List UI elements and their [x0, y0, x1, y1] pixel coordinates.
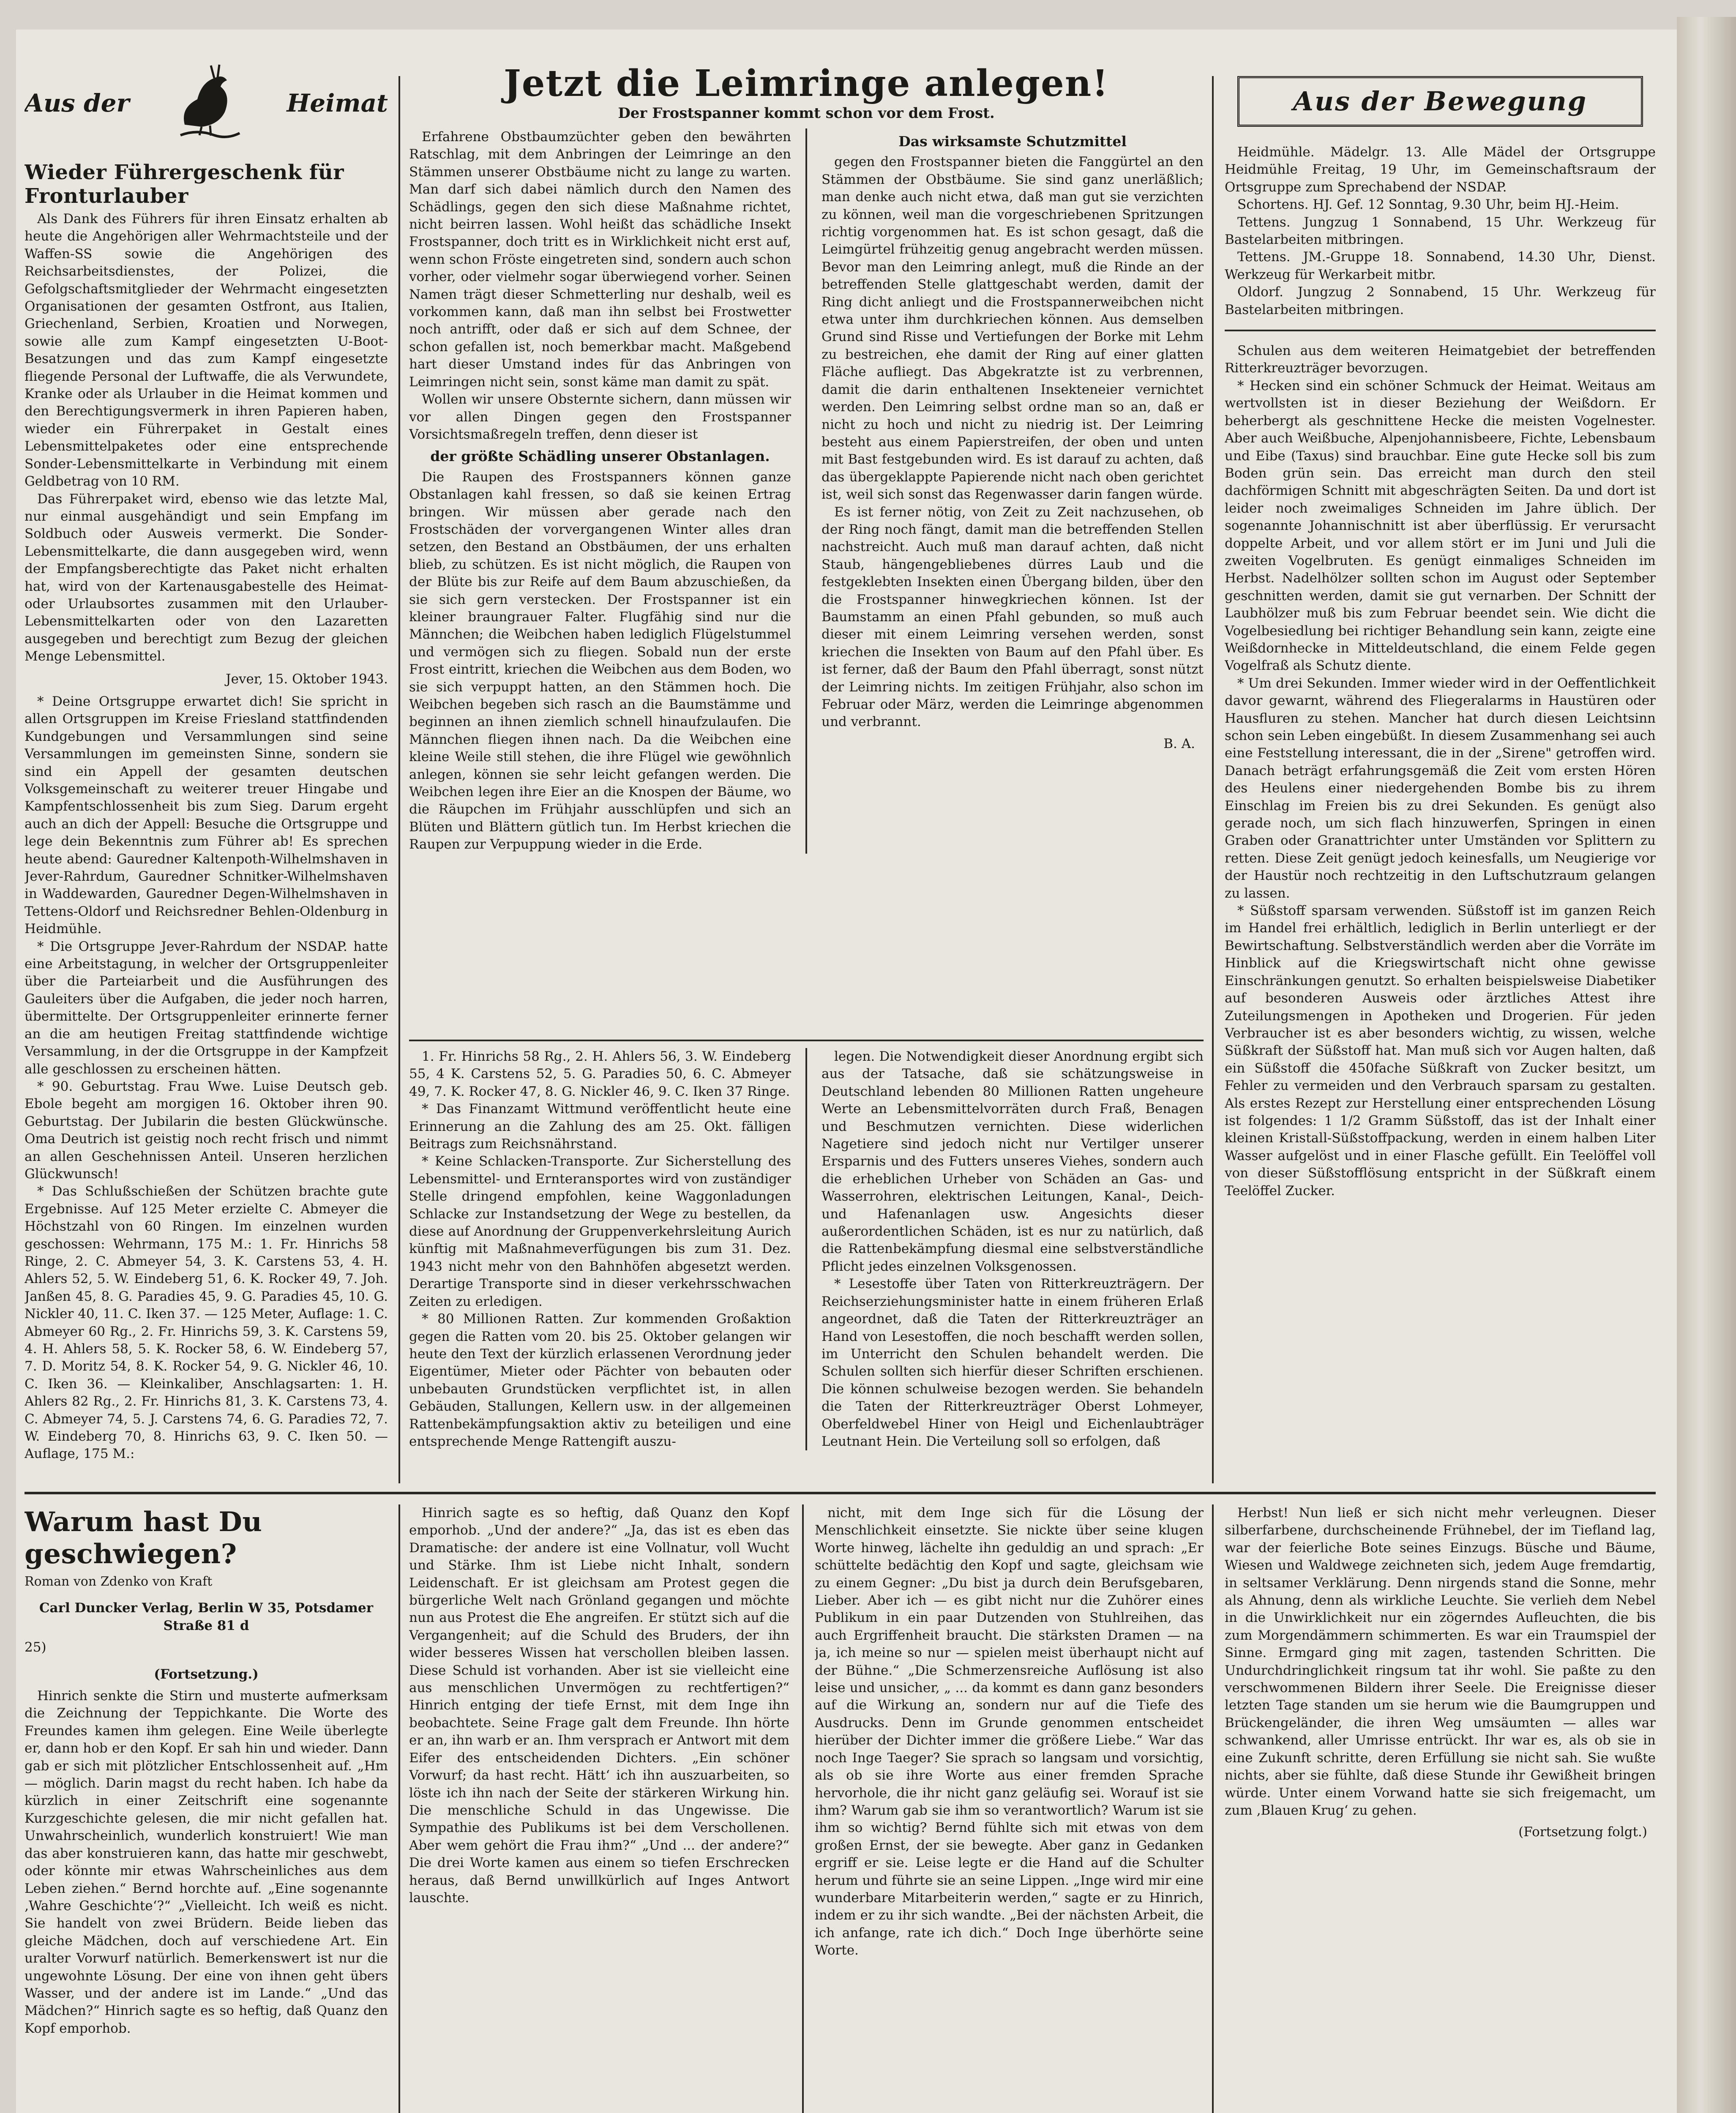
column-divider: [399, 76, 400, 1483]
novel-to-be-continued: (Fortsetzung folgt.): [1518, 1824, 1647, 1840]
article-paragraph: gegen den Frostspanner bieten die Fanggürtel an den Stämmen der Obstbäume. Sie sind ganz unerläßlich; man denke auch nicht etwa, daß man gut sie verzichten zu können, weil man die vorgeschriebenen Spritzungen richtig vorgenommen hat. Es ist schon gesagt, daß die Leimgürtel frühzeitig genug angebracht werden müssen. Bevor man den Leimring anlegt, muß die Rinde an der betreffenden Stelle glattgeschabt werden, damit der Ring dicht anliegt und die Frostspannerweibchen nicht etwa unter ihm durchkriechen können. Aus demselben Grund sind Risse und Vertiefungen der Borke mit Lehm zu bestreichen, ehe damit der Ring auf einer glatten Fläche aufliegt. Das Abgekratzte ist zu verbrennen, damit die darin enthaltenen Insekteneier vernichtet werden. Den Leimring selbst ordne man so an, daß er nicht zu hoch und nicht zu niedrig ist. Der Leimring besteht aus einem Papierstreifen, der oben und unten mit Bast festgebunden wird. Es ist darauf zu achten, daß das übergeklappte Papierende nicht nach oben gerichtet ist, weil sich sonst das Regenwasser darin fangen würde.: [822, 154, 1204, 502]
masthead-text-left: Aus der: [25, 89, 130, 118]
news-item: * Lesestoffe über Taten von Ritterkreuzträgern. Der Reichserziehungsminister hatte in einem früheren Erlaß angeordnet, daß die Taten der Ritterkreuzträger an Hand von Lesestoffen, die noch beschafft werden sollen, im Unterricht den Schulen behandelt werden. Die Schulen sollten sich hierfür dieser Schriften erschienen. Die können schulweise bezogen werden. Sie behandeln die Taten der Ritterkreuzträger Oberst Lohmeyer, Oberfeldwebel Hiner von Heigl und Eichenlaubträger Leutnant Hein. Die Verteilung soll so erfolgen, daß: [822, 1276, 1204, 1449]
novel-column-4: [1225, 1504, 1656, 2113]
news-item: * Die Ortsgruppe Jever-Rahrdum der NSDAP. hatte eine Arbeitstagung, in welcher der Ortsgruppenleiter über die Parteiarbeit und die Ausführungen des Gauleiters über die Aufgaben, die jeder noch harren, übermittelte. Der Ortsgruppenleiter erinnerte ferner an die am heutigen Freitag stattfindende wichtige Versammlung, in der die Ortsgruppe in der Kampfzeit alle geschlossen zu erscheinen hätten.: [25, 939, 388, 1077]
notice-item: Heidmühle. Mädelgr. 13. Alle Mädel der Ortsgruppe Heidmühle Freitag, 19 Uhr, im Gemeinschaftsraum der Ortsgruppe zum Sprechabend der NSDAP.: [1225, 145, 1656, 195]
news-item: legen. Die Notwendigkeit dieser Anordnung ergibt sich aus der Tatsache, daß sie schätzungsweise in Deutschland lebenden 80 Millionen Ratten ungeheure Werte an Lebensmittelvorräten durch Fraß, Benagen und Beschmutzen vernichten. Diese widerlichen Nagetiere sind jedoch nicht nur Vertilger unserer Ersparnis und des Futters unseres Viehes, sondern auch die erheblichen Urheber von Schäden an Gas- und Wasserrohren, elektrischen Leitungen, Kanal-, Deich- und Hafenanlagen usw. Angesichts dieser außerordentlichen Schäden, ist es nur zu natürlich, daß die Rattenbekämpfung diesmal eine selbstverständliche Pflicht jedes einzelnen Volksgenossen.: [822, 1049, 1204, 1274]
middle-news-band: [409, 1048, 1204, 1483]
news-item: * Das Schlußschießen der Schützen brachte gute Ergebnisse. Auf 125 Meter erzielte C. Abmeyer die Höchstzahl von 60 Ringen. Im einzelnen wurden geschossen: Wehrmann, 175 M.: 1. Fr. Hinrichs 58 Ringe, 2. C. Abmeyer 54, 3. K. Carstens 53, 4. H. Ahlers 52, 5. W. Eindeberg 51, 6. K. Rocker 49, 7. Joh. Janßen 45, 8. G. Paradies 45, 9. G. Paradies 45, 10. G. Nickler 40, 11. C. Iken 37. — 125 Meter, Auflage: 1. C. Abmeyer 60 Rg., 2. Fr. Hinrichs 59, 3. K. Carstens 59, 4. H. Ahlers 58, 5. K. Rocker 58, 6. W. Eindeberg 57, 7. D. Moritz 54, 8. K. Rocker 54, 9. G. Nickler 46, 10. C. Iken 36. — Kleinkaliber, Anschlagsarten: 1. H. Ahlers 82 Rg., 2. Fr. Hinrichs 81, 3. K. Carstens 73, 4. C. Abmeyer 74, 5. J. Carstens 74, 6. G. Paradies 72, 7. W. Eindeberg 70, 8. Hinrichs 63, 9. C. Iken 50. — Auflage, 175 M.:: [25, 1184, 388, 1462]
headline-fuehrergeschenk: Wieder Führergeschenk für Fronturlauber: [25, 161, 344, 208]
masthead-text-right: Heimat: [287, 89, 388, 118]
article-subheadline: Der Frostspanner kommt schon vor dem Frost.: [618, 105, 995, 122]
column-local-news: [25, 55, 388, 1488]
novel-column-2: [409, 1504, 789, 2113]
section-box-aus-der-bewegung: Aus der Bewegung: [1237, 76, 1643, 127]
novel-paragraph: Herbst! Nun ließ er sich nicht mehr verleugnen. Dieser silberfarbene, durchscheinende Frühnebel, der im Tiefland lag, war der feierliche Bote seines Einzugs. Büsche und Bäume, Wiesen und Waldwege zeichneten sich, jedem Auge fremdartig, in seltsamer Verklärung. Denn nirgends stand die Sonne, mehr als Ahnung, denn als wirkliche Leuchte. Sie verlieh dem Nebel in die Unwirklichkeit nur ein zögerndes Aufleuchten, die bis zum Morgendämmern schimmerten. Es war ein Traumspiel der Sinne. Ermgard ging mit zagen, tastenden Schritten. Die Undurchdringlichkeit ringsum tat ihr wohl. Sie paßte zu den verschwommenen Bildern ihrer Seele. Die Ereignisse dieser letzten Tage standen um sie herum wie die Baumgruppen und Brückengeländer, die ihren Weg umsäumten — alles war schwankend, aller Umrisse entrückt. Ihr war es, als ob sie in eine Zukunft schritte, deren Erfüllung sie nicht sah. Sie wußte nichts, aber sie fühlte, daß diese Stunde ihr Gewißheit bringen würde. Unter einem Vorwand hatte sie sich freigemacht, um zum ‚Blauen Krug‘ zu gehen.: [1225, 1505, 1656, 1818]
article-headline: Jetzt die Leimringe anlegen!: [504, 63, 1109, 105]
news-item: * Deine Ortsgruppe erwartet dich! Sie spricht in allen Ortsgruppen im Kreise Friesland stattfindenden Kundgebungen und Versammlungen sind seine Versammlungen im gemeinsten Sinne, sondern sie sind ein Appell der gesamten deutschen Volksgemeinschaft zu weiterer treuer Hingabe und Kampfentschlossenheit bis zum Sieg. Darum ergeht auch an dich der Appell: Besuche die Ortsgruppe und lege dein Bekenntnis zum Führer ab! Es sprechen heute abend: Gauredner Kaltenpoth-Wilhelmshaven in Jever-Rahrdum, Gauredner Schnitker-Wilhelmshaven in Waddewarden, Gauredner Degen-Wilhelmshaven in Tettens-Oldorf und Reichsredner Behlen-Oldenburg in Heidmühle.: [25, 693, 388, 937]
column-divider: [1212, 76, 1214, 1483]
section-divider: [1225, 330, 1656, 331]
article-paragraph: Die Raupen des Frostspanners können ganze Obstanlagen kahl fressen, so daß sie keinen Ertrag bringen. Wir müssen aber gerade nach den Frostschäden der vorvergangenen Winter alles dran setzen, den Bestand an Obstbäumen, der uns erhalten blieb, zu schützen. Es ist nicht möglich, die Raupen von der Blüte bis zur Reife auf dem Baum abzuschießen, da sie sich gern verstecken. Der Frostspanner ist ein kleiner braungrauer Falter. Flugfähig sind nur die Männchen; die Weibchen haben lediglich Flügelstummel und vermögen sich zu fliegen. Sobald nun der erste Frost eintritt, kriechen die Weibchen aus dem Boden, wo sie sich verpuppt hatten, an den Stämmen hoch. Die Weibchen begeben sich rasch an die Baumstämme und beginnen an ihnen ziemlich schnell hinaufzulaufen. Die Männchen fliegen ihnen nach. Da die Weibchen eine kleine Weile still stehen, die ihre Flügel wie gewöhnlich anlegen, können sie sehr leicht gefangen werden. Die Weibchen legen ihre Eier an die Knospen der Bäume, wo die Räupchen im Frühjahr ausschlüpfen und sich an Blüten und Blättern gütlich tun. Im Herbst kriechen die Raupen zur Verpuppung wieder in die Erde.: [409, 469, 791, 852]
bird-logo-icon: [172, 61, 244, 146]
news-item: * Das Finanzamt Wittmund veröffentlicht heute eine Erinnerung an die Zahlung des am 25. Okt. fälligen Beitrags zum Reichsnährstand.: [409, 1101, 791, 1152]
news-item: * Hecken sind ein schöner Schmuck der Heimat. Weitaus am wertvollsten ist in dieser Beziehung der Weißdorn. Er beherbergt als geschnittene Hecke die meisten Vogelnester. Aber auch Weißbuche, Alpenjohannisbeere, Fichte, Lebensbaum und Eibe (Taxus) sind brauchbar. Eine gute Hecke soll bis zum Boden grün sein. Das erreicht man durch den steil dachförmigen Schnitt mit abgeschrägten Seiten. Da und dort ist leider noch zweimaliges Schneiden im Jahre üblich. Der sogenannte Johannischnitt ist aber überflüssig. Er verursacht doppelte Arbeit, und vor allem stört er im Juni und Juli die zweiten Vogelbruten. Es genügt einmaliges Schneiden im Herbst. Nadelhölzer sollten schon im August oder September geschnitten werden, damit sie gut vernarben. Der Schnitt der Laubhölzer muß bis zum Februar beendet sein. Wie dicht die Vogelbesiedlung bei richtiger Behandlung sein kann, zeigte eine Weißdornhecke in Mitteldeutschland, die einem Felde gegen Vogelfraß als Schutz diente.: [1225, 378, 1656, 674]
novel-byline: Roman von Zdenko von Kraft: [25, 1574, 213, 1589]
article-paragraph: Als Dank des Führers für ihren Einsatz erhalten ab heute die Angehörigen aller Wehrmachtsteile und der Waffen-SS sowie die Angehörigen des Reichsarbeitsdienstes, der Polizei, die Gefolgschaftsmitglieder der Wehrmacht eingesetzten Organisationen der gesamten Ostfront, aus Italien, Griechenland, Serbien, Kroatien und Norwegen, sowie alle zum Kampf eingesetzten U-Boot-Besatzungen und das zum Kampf eingesetzte fliegende Personal der Luftwaffe, die als Verwundete, Kranke oder als Urlauber in die Heimat kommen und den Berechtigungsvermerk in ihren Papieren haben, wieder ein Führerpaket in Gestalt eines Lebensmittelpaketes oder eine entsprechende Sonder-Lebensmittelkarte in Verbindung mit einem Geldbetrag von 10 RM.: [25, 211, 388, 489]
column-divider: [805, 128, 807, 854]
article-paragraph: Erfahrene Obstbaumzüchter geben den bewährten Ratschlag, mit dem Anbringen der Leimringe an den Stämmen unserer Obstbäume nicht zu lange zu warten. Man darf sich dabei nämlich durch den Namen des Schädlings, gegen den sich diese Maßnahme richtet, nicht beirren lassen. Wohl heißt das schädliche Insekt Frostspanner, doch tritt es in Wirklichkeit nicht erst auf, wenn schon Fröste eingetreten sind, sondern auch schon vorher, oder vielmehr sogar überwiegend vorher. Seinen Namen trägt dieser Schmetterling nur deshalb, weil es vorkommen kann, daß man ihn selbst bei Frostwetter noch antrifft, oder daß er sich auf dem Schnee, der schon gefallen ist, noch bemerkbar macht. Maßgebend hart dieser Umstand indes für das Anbringen von Leimringen nicht sein, sonst käme man damit zu spät.: [409, 129, 791, 390]
novel-chapter-number: 25): [25, 1640, 46, 1655]
column-bewegung: [1225, 63, 1656, 1496]
column-divider: [1212, 1504, 1214, 2113]
column-divider: [399, 1504, 400, 2113]
notice-item: Schortens. HJ. Gef. 12 Sonntag, 9.30 Uhr, beim HJ.-Heim.: [1237, 197, 1619, 213]
novel-paragraph: Hinrich sagte es so heftig, daß Quanz den Kopf emporhob. „Und der andere?“ „Ja, das ist es eben das Dramatische: der andere ist eine Vollnatur, voll Wucht und Stärke. Ihm ist Liebe nicht Inhalt, sondern Leidenschaft. Er ist gleichsam am Protest gegen die bürgerliche Welt nach Grönland gegangen und möchte nun aus Protest die Ehe angreifen. Er stützt sich auf die Vergangenheit; auf die Schuld des Bruders, der ihn wider besseres Wissen hat verschollen bleiben lassen. Diese Schuld ist vorhanden. Aber ist sie vielleicht eine aus menschlichen Unvermögen zu rechtfertigen?“ Hinrich entging der tiefe Ernst, mit dem Inge ihn beobachtete. Seine Frage galt dem Freunde. Ihn hörte er an, ihn warb er an. Ihm versprach er Antwort mit dem Eifer des entscheidenden Dichters. „Ein schöner Vorwurf; da hast recht. Hätt‘ ich ihn auszuarbeiten, so löste ich ihn nach der Seite der stärkeren Wirkung hin. Die menschliche Schuld in das Ungewisse. Die Sympathie des Publikums ist bei dem Verschollenen. Aber wem gehört die Frau ihm?“ „Und ... der andere?“ Die drei Worte kamen aus einem so tiefen Erschrecken heraus, daß Bernd unwillkürlich auf Inges Antwort lauschte.: [409, 1505, 789, 1906]
adjacent-page-edge: [1677, 17, 1736, 2113]
novel-continuation: (Fortsetzung.): [154, 1666, 259, 1682]
news-item: * Um drei Sekunden. Immer wieder wird in der Oeffentlichkeit davor gewarnt, während des Fliegeralarms in Haustüren oder Hausfluren zu stehen. Mancher hat durch diesen Leichtsinn schon sein Leben eingebüßt. In diesem Zusammenhang sei auch eine Feststellung interessant, die in der „Sirene" getroffen wird. Danach beträgt erfahrungsgemäß die Zeit vom ersten Hören des Heulens einer niedergehenden Bombe bis zu ihrem Einschlag im Freien bis zu drei Sekunden. Es genügt also gerade noch, um sich flach hinzuwerfen, Springen in einen Graben oder Granattrichter unter Umständen vor Splittern zu retten. Diese Zeit genügt jedoch keinesfalls, um Neugierige vor der Haustür noch rechtzeitig in den Luftschutzraum gelangen zu lassen.: [1225, 675, 1656, 901]
column-divider: [805, 1048, 807, 1450]
article-paragraph: Wollen wir unsere Obsternte sichern, dann müssen wir vor allen Dingen gegen den Frostspanner Vorsichtsmaßregeln treffen, denn dieser ist: [409, 392, 791, 442]
novel-paragraph: Hinrich senkte die Stirn und musterte aufmerksam die Zeichnung der Teppichkante. Die Worte des Freundes kamen ihm gelegen. Eine Weile überlegte er, dann hob er den Kopf. Er sah hin und wieder. Dann gab er sich mit plötzlicher Entschlossenheit auf. „Hm — möglich. Darin magst du recht haben. Ich habe da kürzlich in einer Zeitschrift eine sogenannte Kurzgeschichte gelesen, die mir nicht gefallen hat. Unwahrscheinlich, wunderlich konstruiert! Wie man das aber konstruieren kann, das hatte mir geschwebt, oder könnte mir etwas Wahrscheinliches aus dem Leben ziehen.“ Bernd horchte auf. „Eine sogenannte ‚Wahre Geschichte‘?“ „Vielleicht. Ich weiß es nicht. Sie handelt von zwei Brüdern. Beide lieben das gleiche Mädchen, doch auf verschiedene Art. Ein uralter Vorwurf natürlich. Bemerkenswert ist nur die ungewohnte Lösung. Der eine von ihnen geht übers Wasser, und der andere ist im Lande.“ „Und das Mädchen?“ Hinrich sagte es so heftig, daß Quanz den Kopf emporhob.: [25, 1688, 388, 2036]
author-signature: B. A.: [1163, 736, 1195, 751]
novel-publisher: Carl Duncker Verlag, Berlin W 35, Potsdamer Straße 81 d: [39, 1600, 374, 1633]
news-item: * Süßstoff sparsam verwenden. Süßstoff ist im ganzen Reich im Handel frei erhältlich, lediglich in Berlin unterliegt er der Bewirtschaftung. Selbstverständlich werden aber die Vorräte im Hinblick auf die Kriegswirtschaft nicht ohne gewisse Einschränkungen genutzt. So erhalten beispielsweise Diabetiker auf besonderen Ausweis oder ärztliches Attest ihre Zuteilungsmengen in Apotheken und Drogerien. Für jeden Verbraucher ist es aber besonders wichtig, zu wissen, welche Süßkraft der Süßstoff hat. Man muß sich vor Augen halten, daß ein Süßstoff die 450fache Süßkraft von Zucker besitzt, um Fehler zu vermeiden und den Verbrauch sparsam zu gestalten. Als erstes Rezept zur Herstellung einer entsprechenden Lösung ist folgendes: 1 1/2 Gramm Süßstoff, das ist der Inhalt einer kleinen Kristall-Süßstoffpackung, werden in einem halben Liter Wasser aufgelöst und in einer Flasche gefüllt. Ein Teelöffel voll von dieser Süßstofflösung entspricht in der Süßkraft einem Teelöffel Zucker.: [1225, 903, 1656, 1198]
horizontal-divider: [25, 1492, 1656, 1494]
news-item: 1. Fr. Hinrichs 58 Rg., 2. H. Ahlers 56, 3. W. Eindeberg 55, 4 K. Carstens 52, 5. G. Paradies 50, 6. C. Abmeyer 49, 7. K. Rocker 47, 8. G. Nickler 46, 9. C. Iken 37 Ringe.: [409, 1049, 791, 1099]
column-leimringe-article: [409, 63, 1204, 1031]
notice-item: Oldorf. Jungzug 2 Sonnabend, 15 Uhr. Werkzeug für Bastelarbeiten mitbringen.: [1225, 284, 1656, 317]
horizontal-divider: [409, 1040, 1204, 1041]
dateline: Jever, 15. Oktober 1943.: [226, 671, 388, 687]
novel-paragraph: nicht, mit dem Inge sich für die Lösung der Menschlichkeit einsetzte. Sie nickte über seine klugen Worte hinweg, lächelte ihn geduldig an und sprach: „Er schüttelte bedächtig den Kopf und sagte, gleichsam wie zu einem Gegner: „Du bist ja durch dein Berufsgebaren, Lieber. Aber ich — es gibt nicht nur die Zuhörer eines Publikum in ein paar Dutzenden von Stuhlreihen, das auch Ergriffenheit braucht. Die stärksten Dramen — na ja, ich meine so nur — spielen meist überhaupt nicht auf der Bühne.“ „Die Schmerzensreiche Auflösung ist also leise und unsicher, „ ... da kommt es dann ganz besonders auf die Wirkung an, sondern nur auf die Tiefe des Ausdrucks. Denn im Grunde genommen entscheidet hierüber der Dichter immer die größere Liebe.“ War das noch Inge Taeger? Sie sprach so langsam und vorsichtig, als ob sie ihre Worte aus einer fremden Sprache hervorhole, die ihr nicht ganz geläufig sei. Worauf ist sie ihm? Warum gab sie ihm so verantwortlich? Warum ist sie ihm so wichtig? Bernd fühlte sich mit etwas von dem großen Ernst, der sie bewegte. Aber ganz in Gedanken ergriff er sie. Leise legte er die Hand auf die Schulter herum und führte sie an seine Lippen. „Inge wird mir eine wunderbare Mitarbeiterin werden,“ sagte er zu Hinrich, indem er zu ihr sich wandte. „Bei der nächsten Arbeit, die ich anfange, rate ich dich.“ Doch Inge überhörte seine Worte.: [815, 1505, 1204, 1958]
notice-item: Tettens. JM.-Gruppe 18. Sonnabend, 14.30 Uhr, Dienst. Werkzeug für Werkarbeit mitbr.: [1225, 249, 1656, 282]
article-paragraph: Es ist ferner nötig, von Zeit zu Zeit nachzusehen, ob der Ring noch fängt, damit man die betreffenden Stellen nachstreicht. Auch muß man darauf achten, daß nicht Staub, hängengebliebenes dürres Laub und die festgeklebten Insekten einen Übergang bilden, über den die Frostspanner hinwegkriechen können. Ist der Baumstamm an einen Pfahl gebunden, so muß auch dieser mit einem Leimring versehen werden, sonst kriechen die Insekten von Baum auf den Pfahl über. Es ist ferner, daß der Baum den Pfahl überragt, sonst nützt der Leimring nichts. Im zeitigen Frühjahr, also schon im Februar oder März, werden die Leimringe abgenommen und verbrannt.: [822, 504, 1204, 730]
heimat-masthead: [25, 55, 388, 152]
notice-item: Tettens. Jungzug 1 Sonnabend, 15 Uhr. Werkzeug für Bastelarbeiten mitbringen.: [1225, 214, 1656, 248]
column-divider: [802, 1504, 804, 2113]
newspaper-page: [16, 30, 1677, 2113]
article-paragraph: Das Führerpaket wird, ebenso wie das letzte Mal, nur einmal ausgehändigt und sein Empfang im Soldbuch oder Ausweis vermerkt. Die Sonder-Lebensmittelkarte, die dann ausgegeben wird, wenn der Empfangsberechtigte das Paket nicht erhalten hat, wird von der Kartenausgabestelle des Heimat- oder Urlaubsortes zusammen mit den Urlauber-Lebensmittelkarten oder von den Lazaretten ausgegeben und berechtigt zum Bezug der gleichen Menge Lebensmittel.: [25, 491, 388, 664]
news-item: * 90. Geburtstag. Frau Wwe. Luise Deutsch geb. Ebole begeht am morgigen 16. Oktober ihren 90. Geburtstag. Der Jubilarin die besten Glückwünsche. Oma Deutrich ist geistig noch recht frisch und nimmt an allen Geschehnissen Anteil. Unseren herzlichen Glückwunsch!: [25, 1078, 388, 1182]
article-subhead: Das wirksamste Schutzmittel: [898, 133, 1127, 150]
news-item: Schulen aus dem weiteren Heimatgebiet der betreffenden Ritterkreuzträger bevorzugen.: [1225, 343, 1656, 376]
novel-column-1: [25, 1504, 388, 2113]
news-item: * Keine Schlacken-Transporte. Zur Sicherstellung des Lebensmittel- und Ernteransportes wird von zuständiger Stelle dringend empfohlen, keine Waggonladungen Schlacke zur Instandsetzung der Wege zu bestellen, da diese auf Anordnung der Gruppenverkehrsleitung Aurich künftig mit Maßnahmeverfügungen bis zum 31. Dez. 1943 nicht mehr von den Bahnhöfen abgesetzt werden. Derartige Transporte sind in dieser verkehrsschwachen Zeiten zu erledigen.: [409, 1154, 791, 1309]
novel-title: Warum hast Du geschwiegen?: [25, 1506, 262, 1570]
news-item: * 80 Millionen Ratten. Zur kommenden Großaktion gegen die Ratten vom 20. bis 25. Oktober gelangen wir heute den Text der kürzlich erlassenen Verordnung jeder Eigentümer, Mieter oder Pächter von bebauten oder unbebauten Grundstücken verpflichtet ist, in allen Gebäuden, Stallungen, Kellern usw. in der allgemeinen Rattenbekämpfungsaktion aktiv zu beteiligen und eine entsprechende Menge Rattengift auszu-: [409, 1311, 791, 1449]
article-subhead: der größte Schädling unserer Obstanlagen.: [430, 448, 770, 465]
novel-column-3: [815, 1504, 1204, 2113]
